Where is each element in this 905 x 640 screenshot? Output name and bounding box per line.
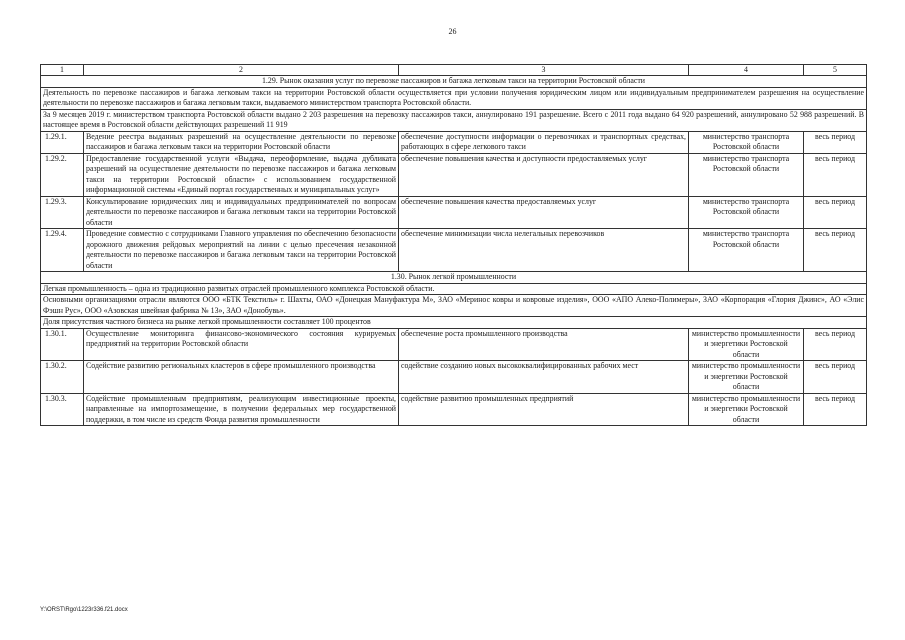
row-action: Содействие развитию региональных кластеров в сфере промышленного производства [84,361,399,394]
row-executor: министерство транспорта Ростовской области [689,196,804,229]
row-result: обеспечение повышения качества предоставляемых услуг [399,196,689,229]
row-action: Содействие промышленным предприятиям, реализующим инвестиционные проекты, направленные на импортозамещение, в получении федеральных мер государственной поддержки, в том числе из средств Фонда развития промышленности [84,393,399,426]
section-paragraph: Основными организациями отрасли являются ООО «БТК Текстиль» г. Шахты, ОАО «Донецкая Мануфактура М», ЗАО «Меринос ковры и ковровые изделия», ООО «АПО Алеко-Полимеры», ЗАО «Корпорация «Глория Джинс», АО «Элис Фэшн Рус», ООО «Азовская швейная фабрика № 13», ЗАО «Донобувь». [41,295,867,317]
row-result: обеспечение роста промышленного производства [399,328,689,361]
section-paragraph: Доля присутствия частного бизнеса на рынке легкой промышленности составляет 100 процентов [41,317,867,329]
row-number: 1.30.3. [41,393,84,426]
row-executor: министерство транспорта Ростовской области [689,229,804,272]
row-number: 1.29.1. [41,131,84,153]
row-action: Проведение совместно с сотрудниками Главного управления по обеспечению безопасности дорожного движения рейдовых мероприятий на линии с целью пресечения незаконной деятельности по перевозке пассажиров и багажа легковым такси на территории Ростовской области [84,229,399,272]
column-number: 4 [689,65,804,76]
table-row [41,153,867,196]
row-executor: министерство промышленности и энергетики Ростовской области [689,328,804,361]
section-title: 1.29. Рынок оказания услуг по перевозке пассажиров и багажа легковым такси на территории Ростовской области [41,76,867,88]
measures-table [40,64,867,426]
table-row [41,328,867,361]
row-executor: министерство транспорта Ростовской области [689,131,804,153]
table-row [41,229,867,272]
row-number: 1.30.2. [41,361,84,394]
row-number: 1.30.1. [41,328,84,361]
section-paragraph: Легкая промышленность – одна из традиционно развитых отраслей промышленного комплекса Ростовской области. [41,283,867,295]
row-result: содействие развитию промышленных предприятий [399,393,689,426]
row-number: 1.29.3. [41,196,84,229]
row-period: весь период [804,361,867,394]
row-period: весь период [804,196,867,229]
table-row [41,196,867,229]
row-result: обеспечение доступности информации о перевозчиках и транспортных средствах, работающих в сфере легкового такси [399,131,689,153]
column-number: 5 [804,65,867,76]
row-executor: министерство промышленности и энергетики Ростовской области [689,393,804,426]
row-period: весь период [804,229,867,272]
column-number: 2 [84,65,399,76]
table-row [41,361,867,394]
file-path-footer: Y:\ORST\Rgo\1223r336.f21.docx [40,607,128,613]
column-number-row [41,65,867,76]
section-paragraph: За 9 месяцев 2019 г. министерством транспорта Ростовской области выдано 2 203 разрешения на перевозку пассажиров такси, аннулировано 191 разрешение. Всего с 2011 года выдано 64 920 разрешений, аннулировано 52 988 разрешений. В настоящее время в Ростовской области действующих разрешений 11 919 [41,109,867,131]
row-action: Ведение реестра выданных разрешений на осуществление деятельности по перевозке пассажиров и багажа легковым такси на территории Ростовской области [84,131,399,153]
row-period: весь период [804,131,867,153]
section-title: 1.30. Рынок легкой промышленности [41,272,867,284]
row-executor: министерство транспорта Ростовской области [689,153,804,196]
row-action: Предоставление государственной услуги «Выдача, переоформление, выдача дубликата разрешений на осуществление деятельности по перевозке пассажиров и багажа легковым такси на территории Ростовской области» с использованием государственной информационной системы «Единый портал государственных и муниципальных услуг» [84,153,399,196]
row-period: весь период [804,153,867,196]
row-number: 1.29.4. [41,229,84,272]
row-result: обеспечение повышения качества и доступности предоставляемых услуг [399,153,689,196]
row-result: обеспечение минимизации числа нелегальных перевозчиков [399,229,689,272]
row-action: Консультирование юридических лиц и индивидуальных предпринимателей по вопросам деятельности по перевозке пассажиров и багажа легковым такси на территории Ростовской области [84,196,399,229]
table-row [41,131,867,153]
page-number: 26 [448,27,457,36]
row-action: Осуществление мониторинга финансово-экономического состояния курируемых предприятий на территории Ростовской области [84,328,399,361]
row-period: весь период [804,328,867,361]
section-paragraph: Деятельность по перевозке пассажиров и багажа легковым такси на территории Ростовской области осуществляется при условии получения юридическим лицом или индивидуальным предпринимателем разрешения на осуществление деятельности по перевозке пассажиров и багажа легковым такси, выдаваемого министерством транспорта Ростовской области. [41,87,867,109]
row-period: весь период [804,393,867,426]
column-number: 3 [399,65,689,76]
column-number: 1 [41,65,84,76]
row-executor: министерство промышленности и энергетики Ростовской области [689,361,804,394]
row-number: 1.29.2. [41,153,84,196]
table-row [41,393,867,426]
row-result: содействие созданию новых высококвалифицированных рабочих мест [399,361,689,394]
